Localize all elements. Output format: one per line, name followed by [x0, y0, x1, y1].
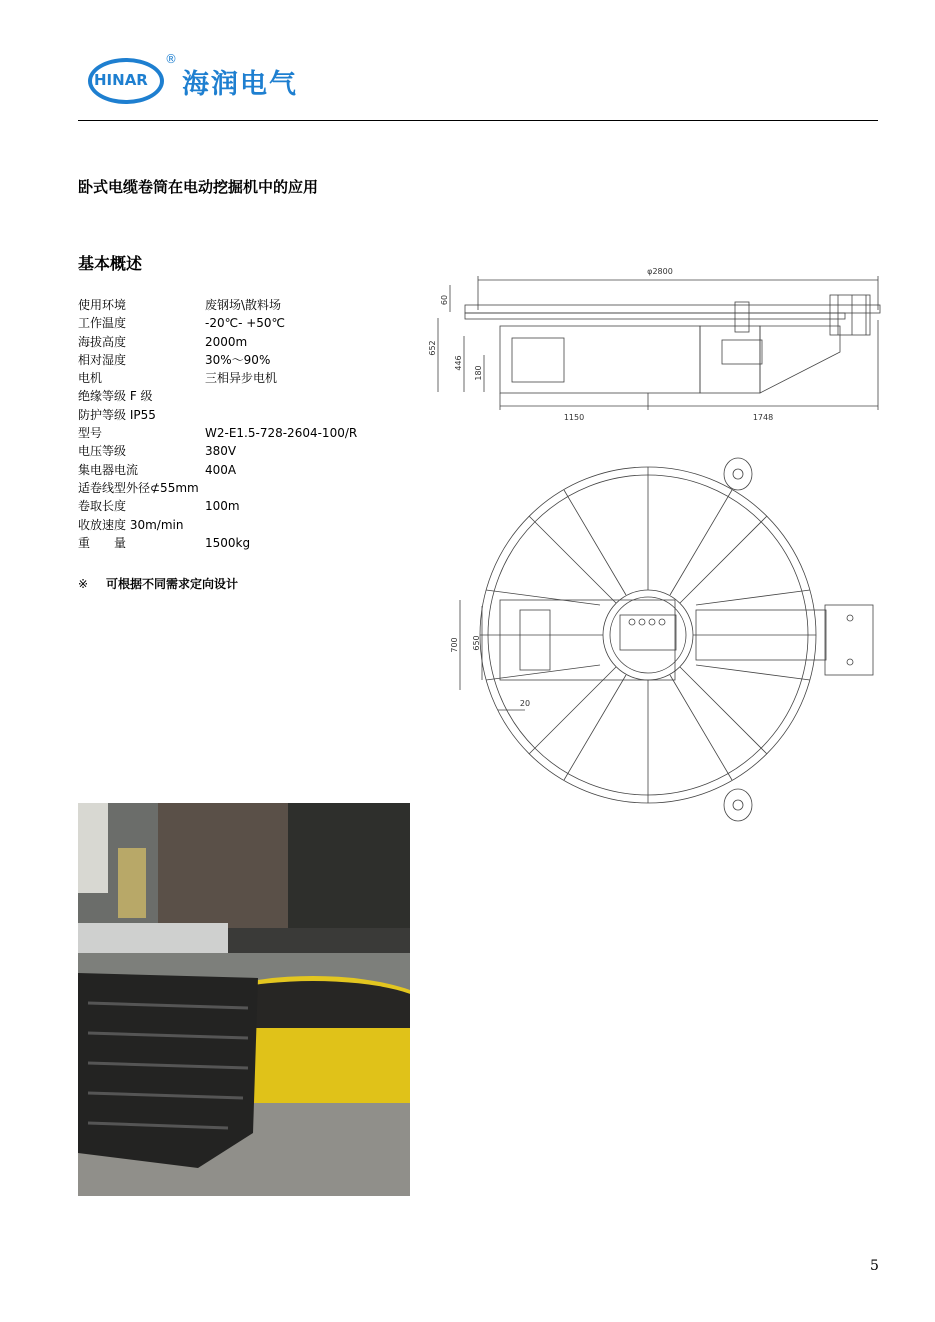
logo-chinese: 海润电气: [182, 69, 298, 100]
side-view: [438, 276, 880, 410]
company-logo: [86, 52, 346, 112]
note-text: 可根据不同需求定向设计: [106, 577, 239, 591]
logo-english: HINAR: [94, 71, 148, 89]
spec-value: 100m: [205, 499, 240, 514]
dim-20: 20: [519, 699, 531, 708]
dim-diameter: φ2800: [647, 267, 673, 276]
spec-label: 电机: [78, 371, 103, 386]
dim-60: 60: [440, 294, 449, 306]
header-divider: [78, 120, 878, 121]
dim-180: 180: [474, 365, 483, 381]
dim-446: 446: [454, 355, 463, 371]
dim-1748: 1748: [752, 413, 774, 422]
spec-label: 使用环境: [78, 298, 127, 312]
spec-label: 防护等级 IP55: [78, 407, 156, 422]
dim-700: 700: [450, 637, 459, 653]
spec-label: 电压等级: [78, 444, 127, 459]
dim-1150: 1150: [563, 413, 585, 422]
spec-label: 重 量: [78, 535, 127, 550]
page-title: 卧式电缆卷筒在电动挖掘机中的应用: [78, 178, 319, 196]
spec-label: 工作温度: [78, 316, 127, 331]
spec-label: 绝缘等级 F 级: [78, 389, 153, 404]
technical-drawing: [420, 260, 890, 830]
spec-label: 海拔高度: [78, 334, 127, 349]
registered-mark: ®: [165, 52, 177, 66]
section-heading: 基本概述: [78, 254, 143, 273]
spec-value: 30%～90%: [205, 352, 271, 367]
page-number: 5: [870, 1258, 879, 1274]
spec-label: 型号: [78, 426, 103, 441]
spec-value: 废钢场\散料场: [205, 298, 282, 312]
spec-value: 380V: [205, 444, 237, 459]
spec-value: -20℃- +50℃: [205, 316, 286, 331]
spec-value: 1500kg: [205, 535, 251, 550]
spec-label: 集电器电流: [78, 462, 139, 477]
spec-value: W2-E1.5-728-2604-100/R: [205, 426, 358, 441]
dim-650: 650: [472, 635, 481, 651]
plan-view: [460, 458, 873, 821]
note-mark: ※: [78, 577, 89, 591]
design-note: [78, 575, 238, 592]
spec-label: 卷取长度: [78, 499, 127, 514]
dim-652: 652: [428, 340, 437, 356]
spec-value: 400A: [205, 462, 237, 477]
spec-value: 三相异步电机: [205, 371, 278, 386]
spec-value: 2000m: [205, 334, 248, 349]
excavator-photo: [78, 803, 410, 1196]
spec-label: 收放速度 30m/min: [78, 517, 184, 532]
spec-label: 相对湿度: [78, 352, 127, 367]
spec-label: 适卷线型外径⊄55mm: [78, 480, 199, 495]
